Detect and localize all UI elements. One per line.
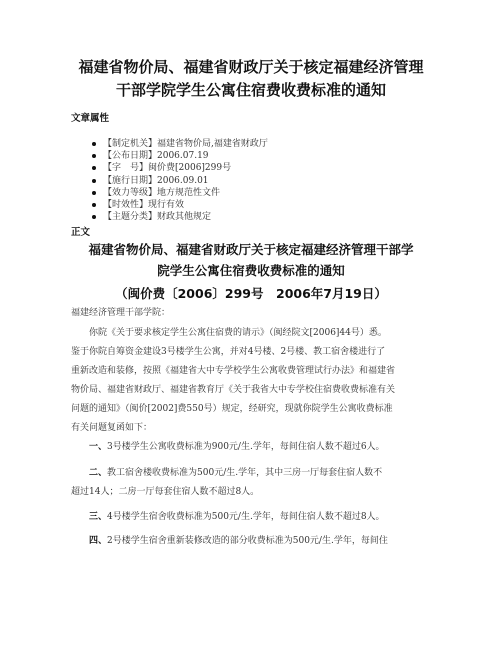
attribute-item: 【字 号】闽价费[2006]299号 xyxy=(71,162,268,174)
attribute-item: 【施行日期】2006.09.01 xyxy=(71,175,268,187)
title-line-1: 福建省物价局、福建省财政厅关于核定福建经济管理 xyxy=(78,58,424,76)
attribute-item: 【时效性】现行有效 xyxy=(71,199,268,211)
bullet-icon xyxy=(92,203,96,207)
bullet-icon xyxy=(92,215,96,219)
notice-title-line-2: 院学生公寓住宿费收费标准的通知 xyxy=(157,263,345,278)
document-title xyxy=(40,56,462,102)
item-2: 二、教工宿舍楼收费标准为500元/生.学年，其中三房一厅每套住宿人数不 超过14人；二房一厅每套住宿人数不超过8人。 xyxy=(71,468,383,497)
bullet-icon xyxy=(92,179,96,183)
item-lead: 四、 xyxy=(89,536,108,546)
item-lead: 一、 xyxy=(89,442,108,452)
paragraph-1: 你院《关于要求核定学生公寓住宿费的请示》（闽经院文[2006]44号）悉。 鉴于你院自筹资金建设3号楼学生公寓，并对4号楼、2号楼、教工宿舍楼进行了 重新改造和装修，按照《福建省大中专学校学生公寓收费管理试行办法》和福建省 物价局、福建省财政厅、福建省教育厅《关于我省大中专学校住宿费收费标准有关 问题的通知》（闽价[2002]费550号）规定，经研究，现就你院学生公寓收费标准 有关问题复函如下： xyxy=(71,328,396,433)
item-4: 四、2号楼学生宿舍重新装修改造的部分收费标准为500元/生.学年，每间住 xyxy=(89,536,388,546)
bullet-icon xyxy=(92,142,96,146)
bullet-icon xyxy=(92,191,96,195)
item-1: 一、3号楼学生公寓收费标准为900元/生.学年，每间住宿人数不超过6人。 xyxy=(89,442,385,452)
bullet-icon xyxy=(92,166,96,170)
item-lead: 三、 xyxy=(89,512,108,522)
attribute-item: 【效力等级】地方规范性文件 xyxy=(71,187,268,199)
title-line-2: 干部学院学生公寓住宿费收费标准的通知 xyxy=(115,81,386,99)
attribute-item: 【公布日期】2006.07.19 xyxy=(71,150,268,162)
notice-title xyxy=(40,239,462,304)
attribute-item: 【制定机关】福建省物价局,福建省财政厅 xyxy=(71,138,268,150)
body-heading: 正文 xyxy=(71,227,91,238)
document-number: （闽价费〔2006〕299号 2006年7月19日） xyxy=(115,286,387,301)
attribute-item: 【主题分类】财政其他规定 xyxy=(71,211,268,223)
salutation: 福建经济管理干部学院： xyxy=(71,308,171,318)
bullet-icon xyxy=(92,154,96,158)
notice-title-line-1: 福建省物价局、福建省财政厅关于核定福建经济管理干部学 xyxy=(88,242,414,257)
item-3: 三、4号楼学生宿舍收费标准为500元/生.学年，每间住宿人数不超过8人。 xyxy=(89,512,385,522)
item-lead: 二、 xyxy=(89,468,108,478)
attributes-list xyxy=(71,138,268,223)
attributes-heading: 文章属性 xyxy=(71,113,110,124)
